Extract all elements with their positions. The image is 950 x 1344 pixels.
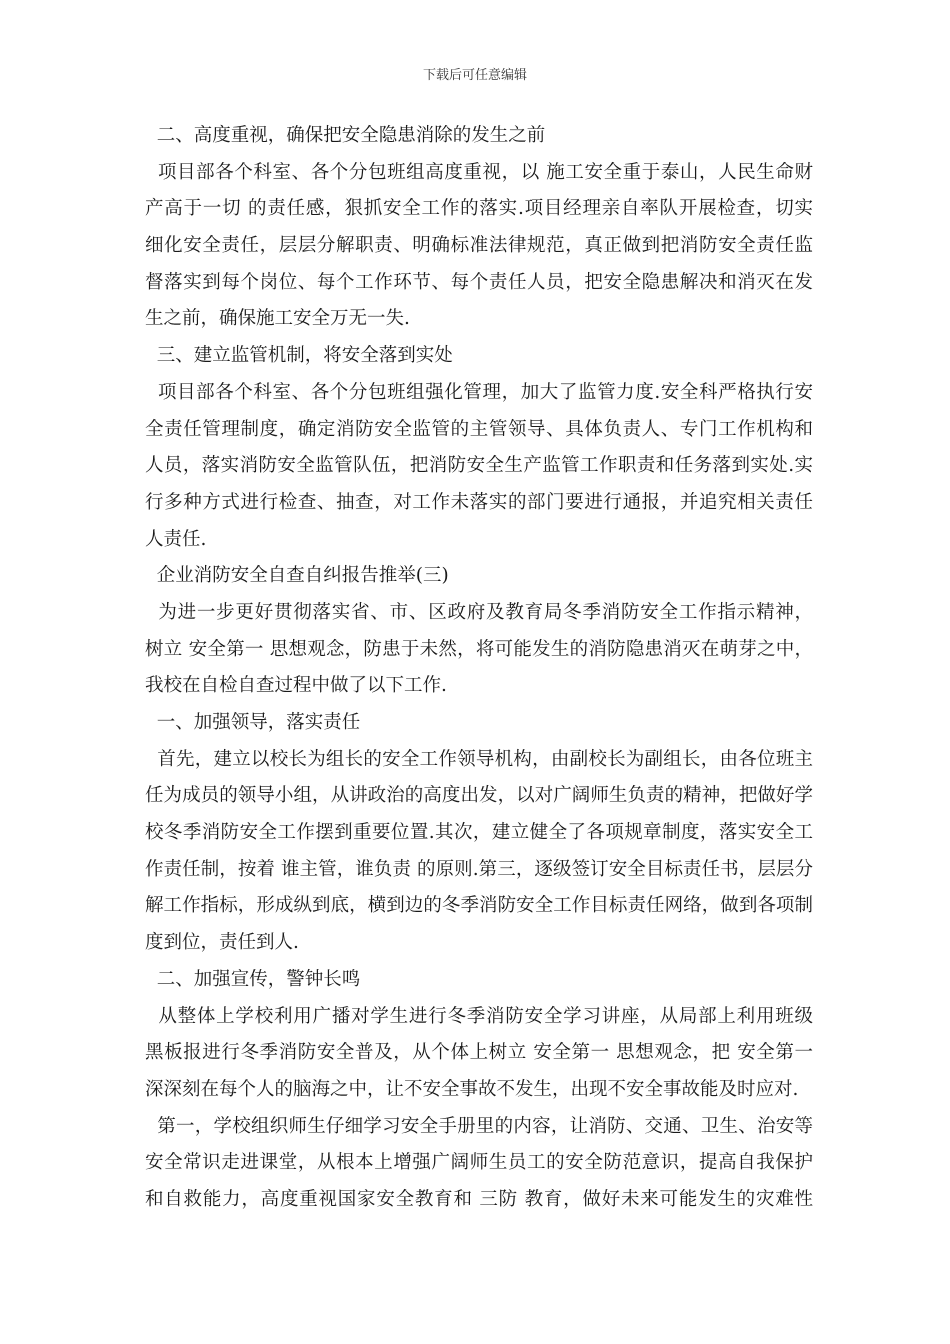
text-line: 首先，建立以校长为组长的安全工作领导机构，由副校长为副组长，由各位班主	[145, 748, 813, 770]
section-heading: 二、加强宣传，警钟长鸣	[145, 968, 361, 990]
text-line: 为进一步更好贯彻落实省、市、区政府及教育局冬季消防安全工作指示精神，	[145, 601, 813, 623]
text-line: 和自救能力，高度重视国家安全教育和 三防 教育，做好未来可能发生的灾难性	[145, 1188, 813, 1210]
text-line: 督落实到每个岗位、每个工作环节、每个责任人员，把安全隐患解决和消灭在发	[145, 271, 813, 293]
report-title: 企业消防安全自查自纠报告推举(三)	[145, 565, 449, 587]
text-line: 树立 安全第一 思想观念，防患于未然，将可能发生的消防隐患消灭在萌芽之中，	[145, 638, 813, 660]
text-line: 解工作指标，形成纵到底，横到边的冬季消防安全工作目标责任网络，做到各项制	[145, 895, 813, 917]
text-line: 人责任.	[145, 528, 207, 550]
text-line: 安全常识走进课堂，从根本上增强广阔师生员工的安全防范意识，提高自我保护	[145, 1152, 813, 1174]
text-line: 我校在自检自查过程中做了以下工作.	[145, 675, 447, 697]
text-line: 校冬季消防安全工作摆到重要位置.其次，建立健全了各项规章制度，落实安全工	[145, 822, 813, 844]
text-line: 作责任制，按着 谁主管，谁负责 的原则.第三，逐级签订安全目标责任书，层层分	[145, 858, 813, 880]
text-line: 人员，落实消防安全监管队伍，把消防安全生产监管工作职责和任务落到实处.实	[145, 455, 813, 477]
text-line: 生之前，确保施工安全万无一失.	[145, 308, 410, 330]
text-line: 项目部各个科室、各个分包班组高度重视，以 施工安全重于泰山，人民生命财	[145, 161, 813, 183]
text-line: 项目部各个科室、各个分包班组强化管理，加大了监管力度.安全科严格执行安	[145, 381, 813, 403]
section-heading: 三、建立监管机制，将安全落到实处	[145, 345, 453, 367]
text-line: 二、高度重视，确保把安全隐患消除的发生之前	[145, 125, 546, 146]
page-header: 下载后可任意编辑	[422, 68, 527, 83]
text-line: 度到位，责任到人.	[145, 932, 299, 954]
text-line: 全责任管理制度，确定消防安全监管的主管领导、具体负责人、专门工作机构和	[145, 418, 813, 440]
section-heading: 一、加强领导，落实责任	[145, 712, 361, 733]
text-line: 行多种方式进行检查、抽查，对工作未落实的部门要进行通报，并追究相关责任	[145, 491, 813, 513]
text-line: 从整体上学校利用广播对学生进行冬季消防安全学习讲座，从局部上利用班级	[145, 1005, 813, 1027]
text-line: 任为成员的领导小组，从讲政治的高度出发，以对广阔师生负责的精神，把做好学	[145, 785, 813, 807]
text-line: 细化安全责任，层层分解职责、明确标准法律规范，真正做到把消防安全责任监	[145, 235, 813, 257]
document-body	[145, 118, 813, 1219]
text-line: 黑板报进行冬季消防安全普及，从个体上树立 安全第一 思想观念，把 安全第一	[145, 1042, 813, 1064]
text-line: 第一，学校组织师生仔细学习安全手册里的内容，让消防、交通、卫生、治安等	[145, 1115, 813, 1137]
text-line: 深深刻在每个人的脑海之中，让不安全事故不发生，出现不安全事故能及时应对.	[145, 1078, 799, 1100]
text-line: 产高于一切 的责任感，狠抓安全工作的落实.项目经理亲自率队开展检查，切实	[145, 198, 813, 220]
